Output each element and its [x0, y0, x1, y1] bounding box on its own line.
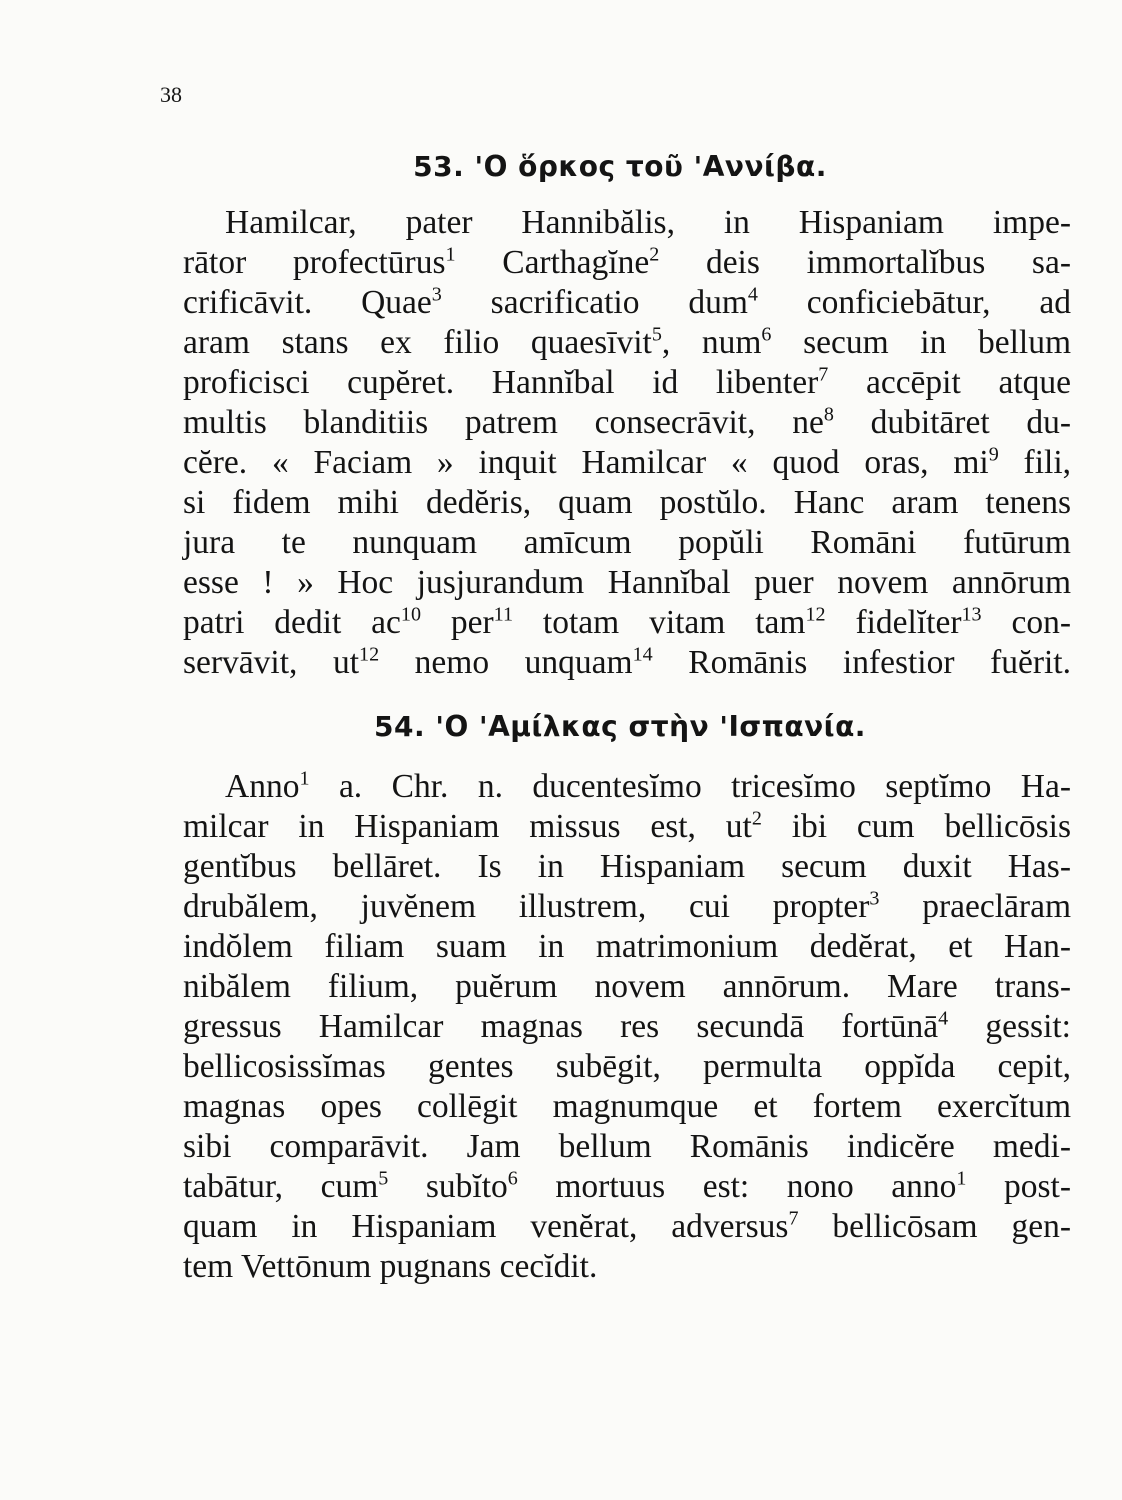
footnote-marker: 12	[359, 643, 380, 666]
text-line: bellicosissĭmas gentes subēgit, permulta oppĭda cepit,	[183, 1048, 1071, 1085]
footnote-marker: 1	[956, 1167, 967, 1190]
text-line: multis blanditiis patrem consecrāvit, $ne^8$ dubitāret du-	[183, 403, 1071, 441]
text-line: sibi comparāvit. Jam bellum Romānis indicĕre medi-	[183, 1128, 1071, 1165]
text-line: esse ! » Hoc jusjurandum Hannĭbal puer novem annōrum	[183, 564, 1071, 601]
text-line: magnas opes collēgit magnumque et fortem exercĭtum	[183, 1088, 1071, 1125]
text-line: drubălem, juvĕnem illustrem, cui propter$^3$ praeclāram	[183, 887, 1071, 925]
text-line: milcar in Hispaniam missus est, $ut^2$ ibi cum bellicōsis	[183, 807, 1071, 845]
footnote-marker: 13	[961, 603, 982, 626]
footnote-marker: 8	[823, 403, 834, 426]
text-line: cĕre. « Faciam » inquit Hamilcar « quod oras, $mi^9$ fili,	[183, 443, 1072, 481]
footnote-marker: 4	[747, 283, 758, 306]
text-line: rātor profectūrus$^1$ Carthagĭne$^2$ deis immortalĭbus sa-	[183, 243, 1071, 281]
footnote-marker: 1	[299, 767, 310, 790]
text-line: nibălem filium, puĕrum novem annōrum. Mare trans-	[183, 968, 1071, 1005]
footnote-marker: 5	[378, 1167, 389, 1190]
text-line: gressus Hamilcar magnas res secundā fortūnā$^4$ gessit:	[183, 1007, 1071, 1045]
section-53-paragraph	[183, 203, 1071, 683]
footnote-marker: 7	[788, 1207, 799, 1230]
text-line: proficisci cupĕret. Hannĭbal id libenter$^7$ accēpit atque	[183, 363, 1071, 401]
footnote-marker: 12	[805, 603, 826, 626]
text-line: indŏlem filiam suam in matrimonium dedĕrat, et Han-	[183, 928, 1071, 965]
text-line: tabātur, cum$^5$ subĭto$^6$ mortuus est: nono anno$^1$ post-	[183, 1167, 1072, 1205]
footnote-marker: 5	[651, 323, 662, 346]
text-line: tem Vettōnum pugnans cecĭdit.	[183, 1248, 598, 1285]
text-line: Hamilcar, pater Hannibălis, in Hispaniam impe-	[225, 204, 1071, 241]
footnote-marker: 6	[507, 1167, 518, 1190]
text-line: jura te nunquam amīcum popŭli Romāni futūrum	[183, 524, 1071, 561]
footnote-marker: 3	[431, 283, 442, 306]
text-line: si fidem mihi dedĕris, quam postŭlo. Hanc aram tenens	[183, 484, 1071, 521]
text-line: servāvit, $ut^{12}$ nemo unquam$^{14}$ Romānis infestior fuĕrit.	[183, 643, 1071, 681]
text-line: crificāvit. Quae$^3$ sacrificatio dum$^4$ conficiebātur, ad	[183, 283, 1071, 321]
page-number: 38	[160, 82, 182, 107]
footnote-marker: 14	[632, 643, 653, 666]
footnote-marker: 9	[988, 443, 999, 466]
footnote-marker: 3	[869, 887, 880, 910]
text-line: patri dedit $ac^{10}$ per$^{11}$ totam vitam tam$^{12}$ fidelĭter$^{13}$ con-	[183, 603, 1072, 641]
footnote-marker: 2	[649, 243, 660, 266]
footnote-marker: 11	[493, 603, 514, 626]
footnote-marker: 10	[400, 603, 421, 626]
text-line: Anno$^1$ a. Chr. n. ducentesĭmo tricesĭmo septĭmo Ha-	[225, 767, 1071, 805]
section-53-heading: 53. 'Ο ὅρκος τοῦ 'Αννίβα.	[413, 150, 827, 183]
footnote-marker: 7	[818, 363, 829, 386]
footnote-marker: 1	[445, 243, 456, 266]
footnote-marker: 4	[938, 1007, 949, 1030]
text-line: aram stans ex filio quaesīvit$^5$, num$^6$ secum in bellum	[183, 323, 1071, 361]
footnote-marker: 2	[751, 807, 762, 830]
text-line: gentĭbus bellāret. Is in Hispaniam secum duxit Has-	[183, 848, 1071, 885]
section-54-paragraph	[183, 767, 1071, 1287]
section-54-heading: 54. 'Ο 'Αμίλκας στὴν 'Ισπανία.	[374, 710, 866, 743]
text-line: quam in Hispaniam venĕrat, adversus$^7$ bellicōsam gen-	[183, 1207, 1071, 1245]
footnote-marker: 6	[761, 323, 772, 346]
